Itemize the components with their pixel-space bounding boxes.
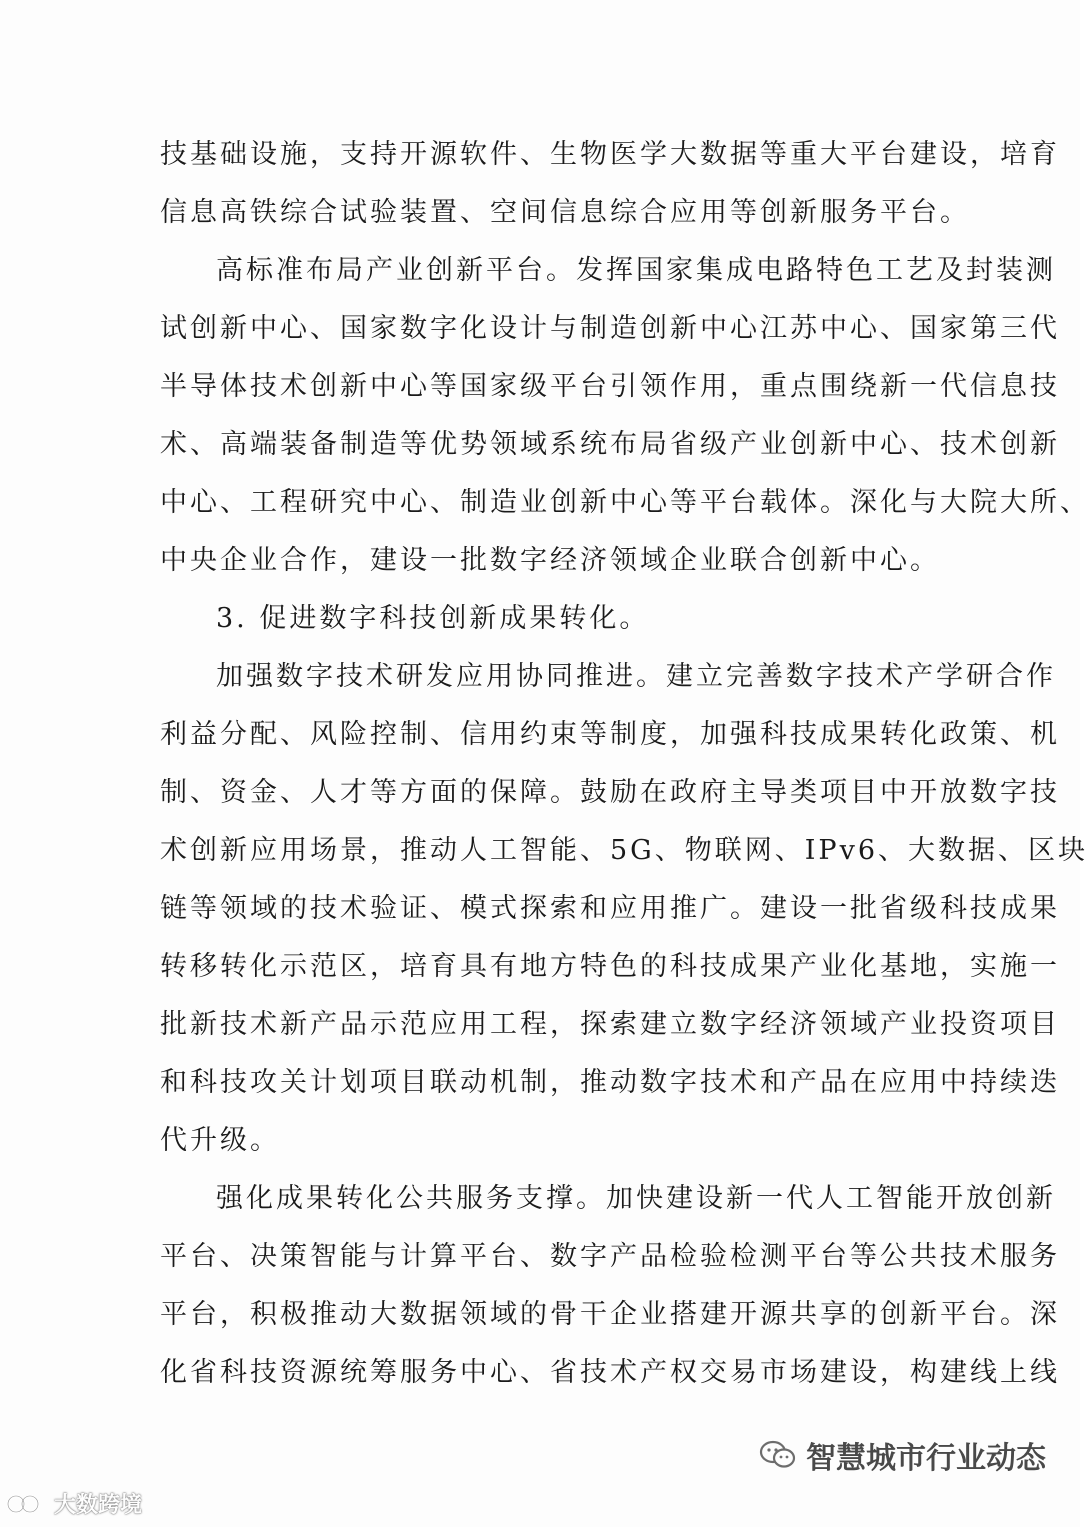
brand-logo-icon — [6, 1491, 46, 1517]
section-heading: 3. 促进数字科技创新成果转化。 — [216, 603, 650, 634]
text-line: 术创新应用场景，推动人工智能、5G、物联网、IPv6、大数据、区块 — [160, 835, 1089, 866]
text-line: 代升级。 — [160, 1125, 280, 1156]
text-line: 中心、工程研究中心、制造业创新中心等平台载体。深化与大院大所、 — [160, 487, 1090, 518]
text-line: 试创新中心、国家数字化设计与制造创新中心江苏中心、国家第三代 — [160, 313, 1060, 344]
paragraph-start-line: 高标准布局产业创新平台。发挥国家集成电路特色工艺及封装测 — [216, 255, 1056, 286]
text-line: 信息高铁综合试验装置、空间信息综合应用等创新服务平台。 — [160, 197, 970, 228]
text-line: 化省科技资源统筹服务中心、省技术产权交易市场建设，构建线上线 — [160, 1357, 1060, 1388]
text-line: 和科技攻关计划项目联动机制，推动数字技术和产品在应用中持续迭 — [160, 1067, 1060, 1098]
text-line: 半导体技术创新中心等国家级平台引领作用，重点围绕新一代信息技 — [160, 371, 1060, 402]
brand-watermark — [6, 1488, 142, 1519]
wechat-watermark — [760, 1433, 1046, 1477]
text-line: 平台、决策智能与计算平台、数字产品检验检测平台等公共技术服务 — [160, 1241, 1060, 1272]
text-line: 利益分配、风险控制、信用约束等制度，加强科技成果转化政策、机 — [160, 719, 1060, 750]
text-line: 中央企业合作，建设一批数字经济领域企业联合创新中心。 — [160, 545, 940, 576]
watermark-brand-name: 大数跨境 — [54, 1493, 143, 1518]
text-line: 转移转化示范区，培育具有地方特色的科技成果产业化基地，实施一 — [160, 951, 1060, 982]
wechat-icon — [760, 1440, 796, 1470]
paragraph-start-line: 加强数字技术研发应用协同推进。建立完善数字技术产学研合作 — [216, 661, 1056, 692]
text-line: 术、高端装备制造等优势领域系统布局省级产业创新中心、技术创新 — [160, 429, 1060, 460]
text-line: 批新技术新产品示范应用工程，探索建立数字经济领域产业投资项目 — [160, 1009, 1060, 1040]
text-line: 技基础设施，支持开源软件、生物医学大数据等重大平台建设，培育 — [160, 139, 1060, 170]
watermark-account-name: 智慧城市行业动态 — [806, 1441, 1046, 1476]
text-line: 平台，积极推动大数据领域的骨干企业搭建开源共享的创新平台。深 — [160, 1299, 1060, 1330]
text-line: 制、资金、人才等方面的保障。鼓励在政府主导类项目中开放数字技 — [160, 777, 1060, 808]
text-line: 链等领域的技术验证、模式探索和应用推广。建设一批省级科技成果 — [160, 893, 1060, 924]
document-body — [160, 126, 1090, 1402]
paragraph-start-line: 强化成果转化公共服务支撑。加快建设新一代人工智能开放创新 — [216, 1183, 1056, 1214]
